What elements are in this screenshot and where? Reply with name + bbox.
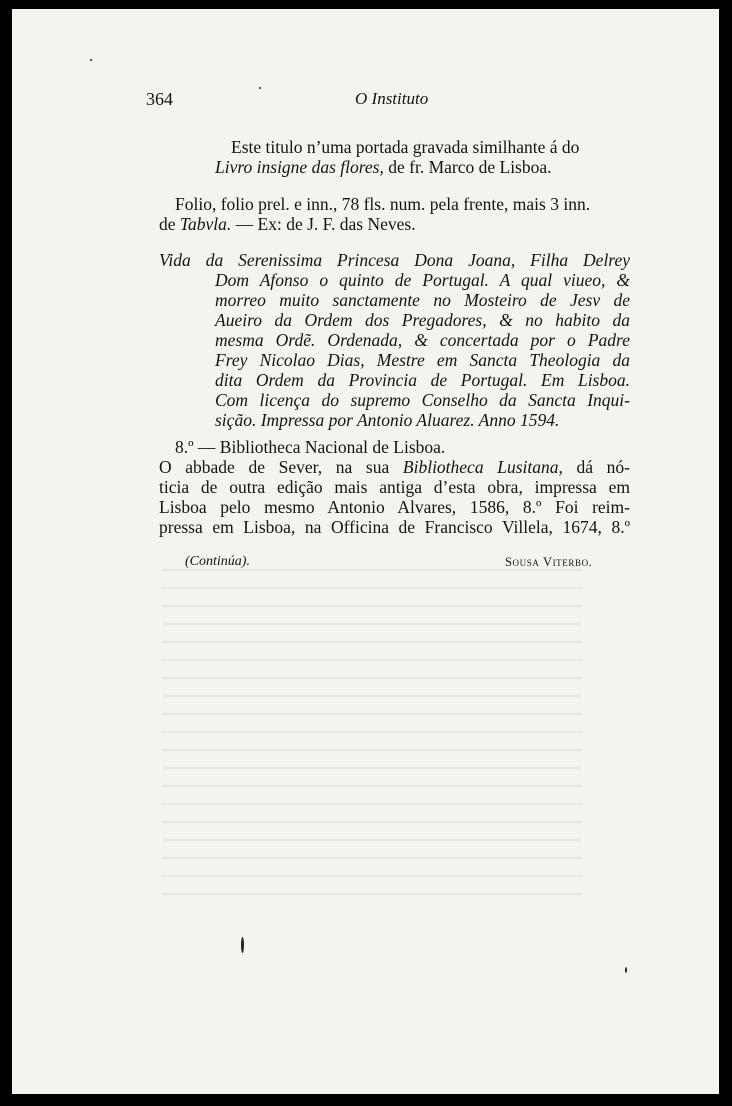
entry3-line1: 8.º — Bibliotheca Nacional de Lisboa. (175, 437, 446, 457)
entry3-line2-prefix: O abbade de Sever, na sua (159, 457, 403, 477)
running-title: O Instituto (355, 89, 429, 108)
speck (625, 967, 627, 973)
entry1-line2-rest: de fr. Marco de Lisboa. (383, 157, 552, 177)
author-signature: Sousa Viterbo. (505, 555, 593, 569)
title-entry-line2: Dom Afonso o quinto de Portugal. A qual viueo, & (215, 270, 630, 290)
entry1-line2 (215, 157, 552, 177)
title-entry-line9: sição. Impressa por Antonio Aluarez. Anno 1594. (215, 410, 560, 430)
entry3-line2 (159, 457, 630, 477)
title-entry-line5: mesma Ordẽ. Ordenada, & concertada por o Padre (215, 330, 630, 350)
entry2-line2 (159, 214, 416, 234)
entry3-line3: ticia de outra edição mais antiga d’esta obra, impressa em (159, 477, 630, 497)
title-entry-line6: Frey Nicolao Dias, Mestre em Sancta Theologia da (215, 350, 630, 370)
speck (90, 59, 92, 61)
entry1-line1: Este titulo n’uma portada gravada similhante á do (231, 137, 580, 157)
title-entry-line8: Com licença do supremo Conselho da Sancta Inqui- (215, 390, 630, 410)
title-entry-line7: dita Ordem da Provincia de Portugal. Em Lisboa. (215, 370, 630, 390)
speck (259, 87, 261, 89)
page-number: 364 (146, 89, 173, 109)
title-entry-line1: Vida da Serenissima Princesa Dona Joana, Filha Delrey (159, 250, 630, 270)
page-paper (12, 9, 719, 1094)
entry2-line2-rest: — Ex: de J. F. das Neves. (231, 214, 416, 234)
entry2-line2-prefix: de (159, 214, 180, 234)
entry1-book-title: Livro insigne das flores, (215, 157, 384, 177)
ink-mark (241, 937, 244, 953)
entry2-line1: Folio, folio prel. e inn., 78 fls. num. pela frente, mais 3 inn. (175, 194, 591, 214)
entry3-line2-rest: dá nó- (562, 457, 630, 477)
entry3-line4: Lisboa pelo mesmo Antonio Alvares, 1586, 8.º Foi reim- (159, 497, 630, 517)
show-through-text (162, 569, 582, 899)
continued-note: (Continúa). (185, 554, 250, 569)
title-entry-line3: morreo muito sanctamente no Mosteiro de Jesv de (215, 290, 630, 310)
entry3-line5: pressa em Lisboa, na Officina de Francisco Villela, 1674, 8.º (159, 517, 630, 537)
title-entry-line4: Aueiro da Ordem dos Pregadores, & no habito da (215, 310, 630, 330)
entry3-bibliotheca-lusitana: Bibliotheca Lusitana, (402, 457, 563, 477)
entry2-tabvla: Tabvla. (179, 214, 232, 234)
